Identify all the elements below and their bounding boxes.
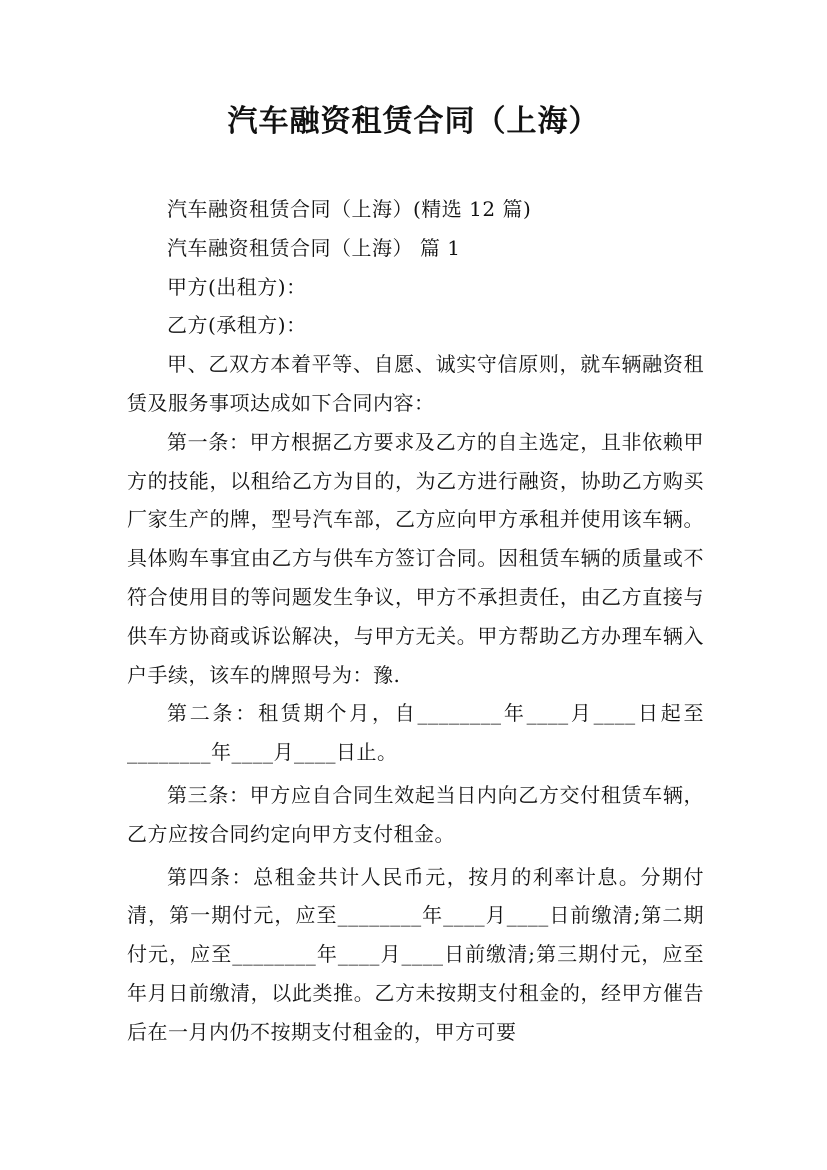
party-b-line: 乙方(承租方)： — [167, 313, 307, 338]
article-4: 第四条：总租金共计人民币元，按月的利率计息。分期付清，第一期付元，应至________年____月____日前缴清;第二期付元，应至________年____月____日前缴清;第三期付元，应至年月日前缴清，以此类推。乙方未按期支付租金的，经甲方催告后在一月内仍不按期支付租金的，甲方可要 — [127, 864, 704, 1044]
intro-paragraph: 甲、乙双方本着平等、自愿、诚实守信原则，就车辆融资租赁及服务事项达成如下合同内容： — [127, 352, 704, 415]
section-heading: 汽车融资租赁合同（上海） 篇 1 — [167, 235, 461, 260]
article-2: 第二条：租赁期个月，自________年____月____日起至________年____月____日止。 — [127, 701, 704, 765]
document-body — [127, 190, 704, 1052]
document-subtitle: 汽车融资租赁合同（上海）(精选 12 篇) — [167, 197, 532, 221]
article-1: 第一条：甲方根据乙方要求及乙方的自主选定，且非依赖甲方的技能，以租给乙方为目的，为乙方进行融资，协助乙方购买厂家生产的牌，型号汽车部，乙方应向甲方承租并使用该车辆。具体购车事宜由乙方与供车方签订合同。因租赁车辆的质量或不符合使用目的等问题发生争议，甲方不承担责任，由乙方直接与供车方协商或诉讼解决，与甲方无关。甲方帮助乙方办理车辆入户手续，该车的牌照号为：豫. — [127, 429, 704, 687]
article-3: 第三条：甲方应自合同生效起当日内向乙方交付租赁车辆，乙方应按合同约定向甲方支付租金。 — [127, 782, 704, 846]
document-title: 汽车融资租赁合同（上海） — [227, 104, 600, 139]
party-a-line: 甲方(出租方)： — [167, 274, 307, 299]
